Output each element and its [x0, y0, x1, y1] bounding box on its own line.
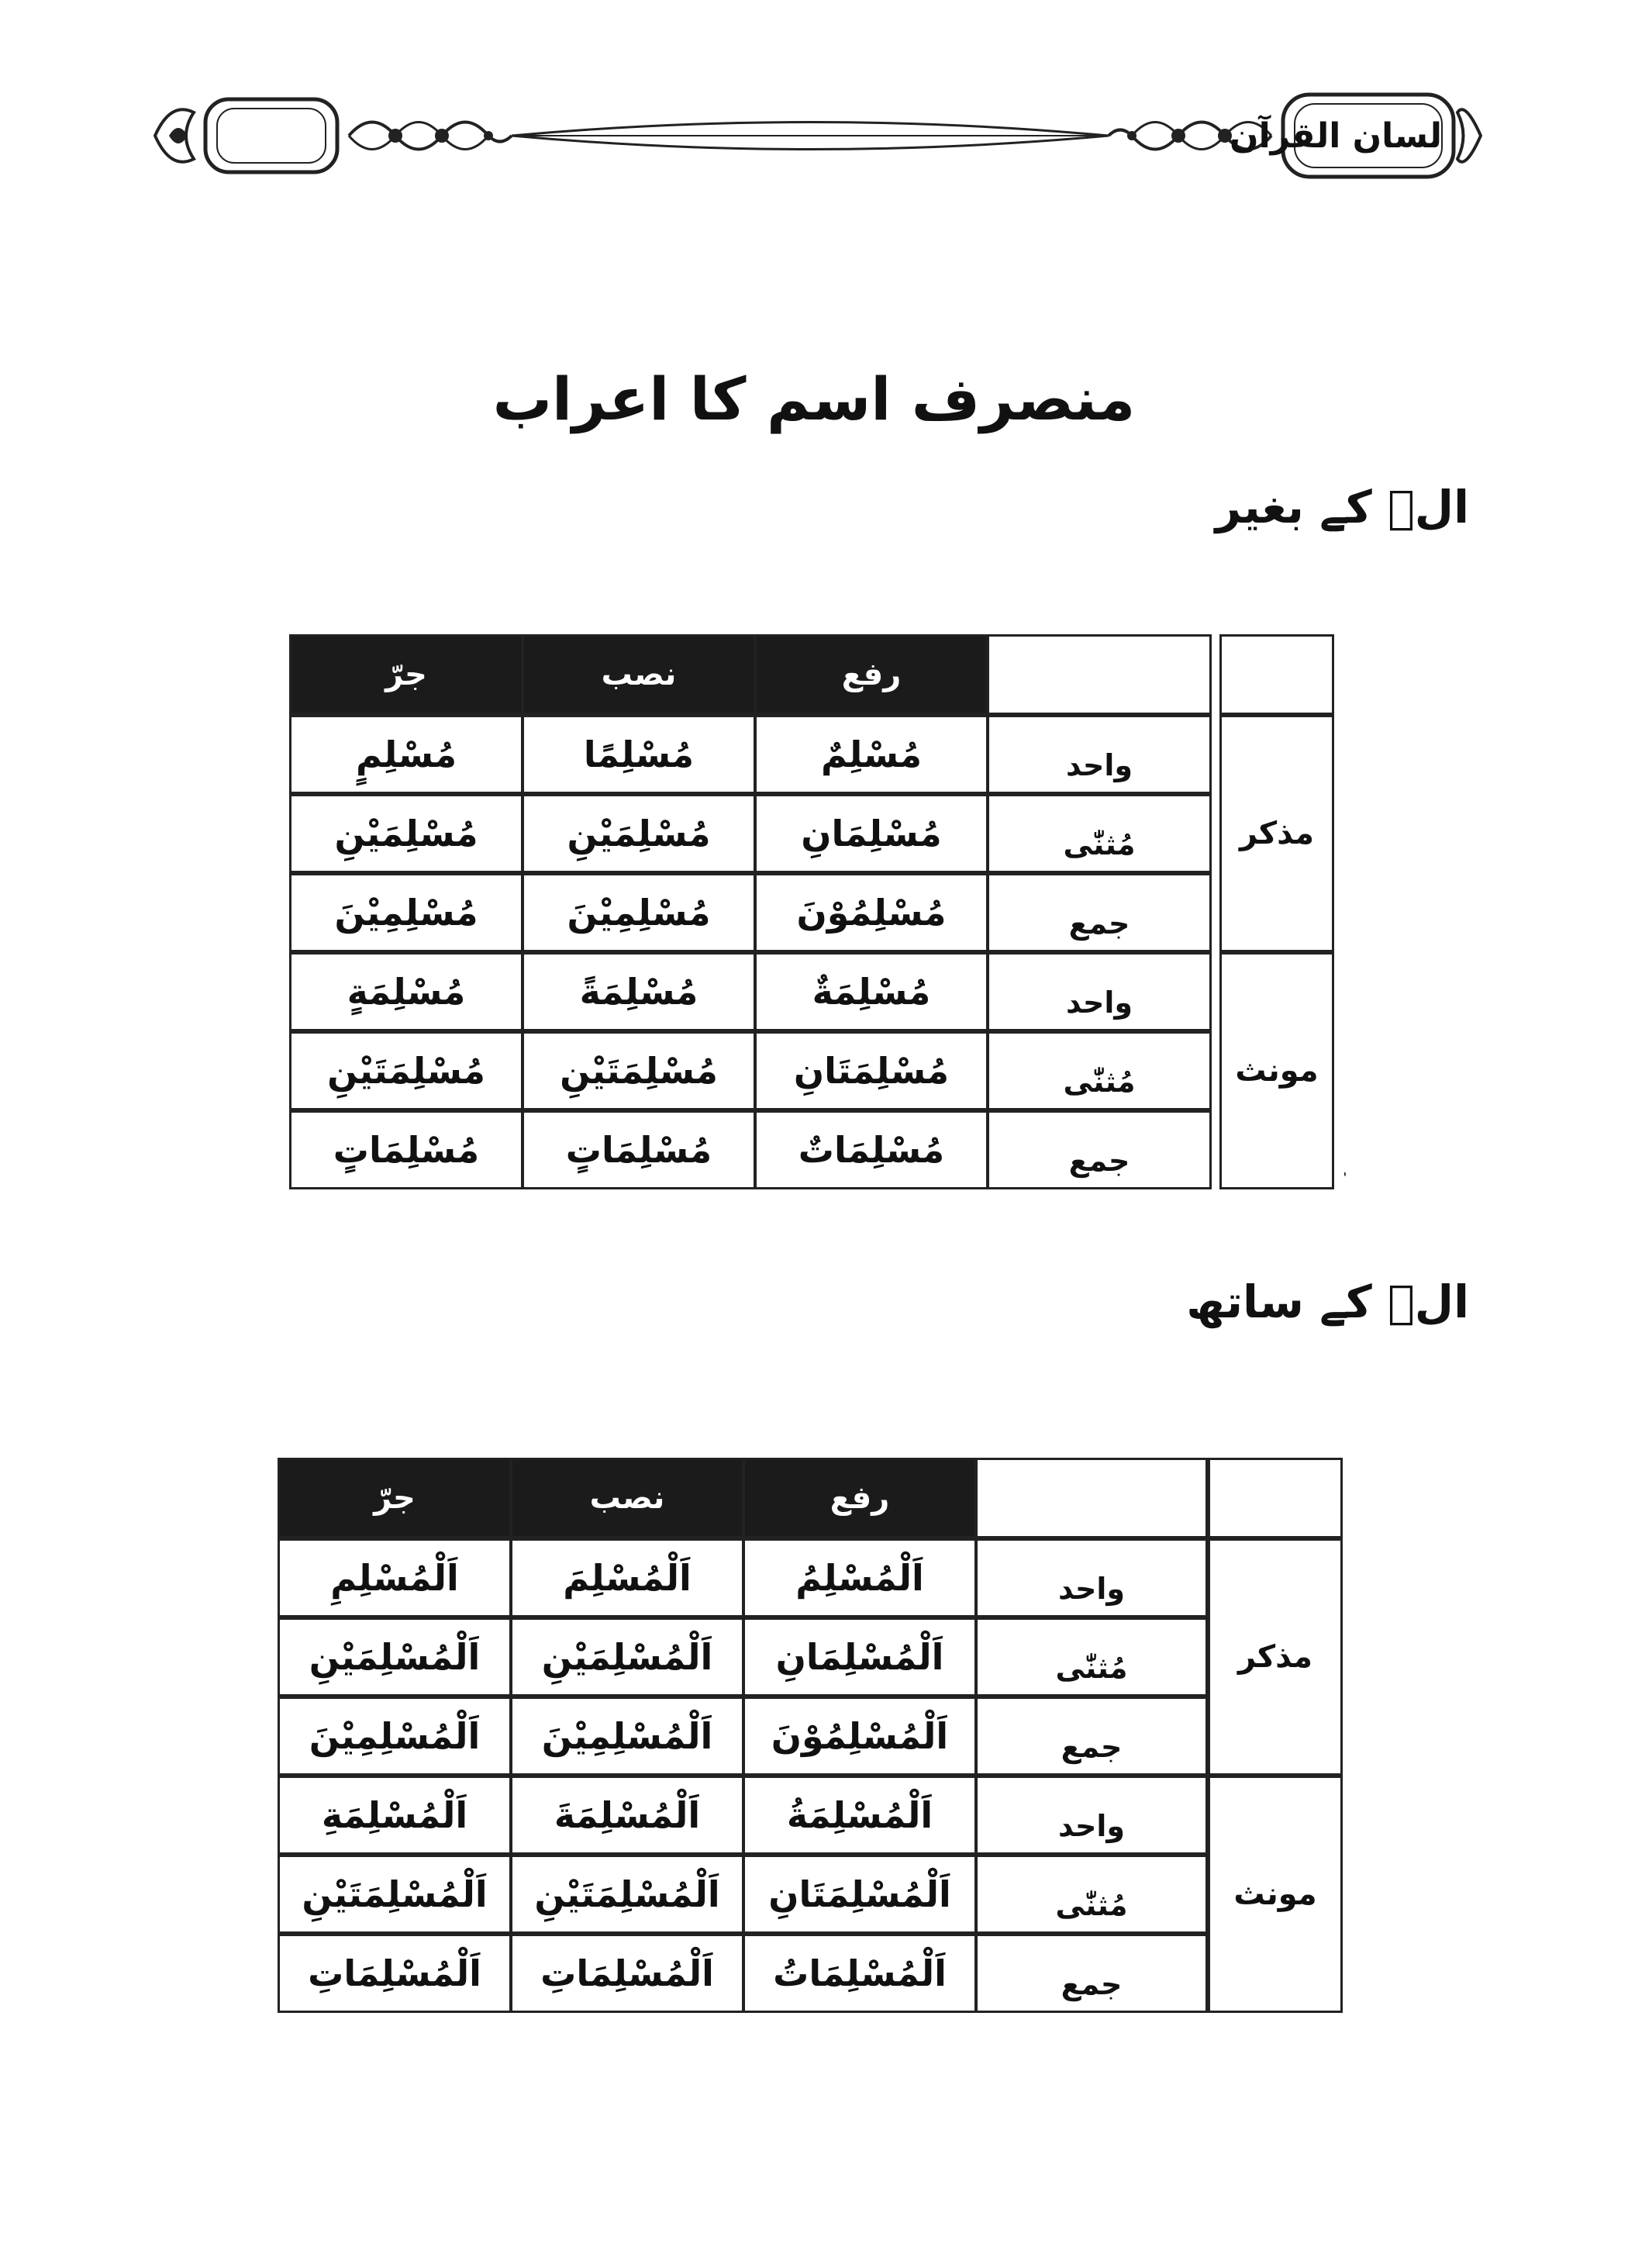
column-header: رفع	[754, 634, 988, 715]
number-label: جمع	[987, 873, 1212, 952]
declension-cell-jarr: اَلْمُسْلِمَةِ	[278, 1776, 512, 1855]
declension-cell-raf: مُسْلِمَتَانِ	[754, 1031, 988, 1110]
declension-cell-raf: مُسْلِمٌ	[754, 715, 988, 794]
declension-cell-jarr: مُسْلِمَتَیْنِ	[289, 1031, 523, 1110]
declension-cell-raf: اَلْمُسْلِمُوْنَ	[743, 1697, 977, 1776]
number-label: جمع	[987, 1110, 1212, 1189]
gender-label-masculine: مذکر	[1208, 1538, 1343, 1776]
declension-cell-raf: اَلْمُسْلِمَانِ	[743, 1617, 977, 1697]
declension-cell-raf: اَلْمُسْلِمُ	[743, 1538, 977, 1617]
declension-cell-nasb: مُسْلِمَاتٍ	[522, 1110, 756, 1189]
page-header-ornament	[147, 78, 1488, 194]
declension-cell-nasb: اَلْمُسْلِمَیْنِ	[510, 1617, 744, 1697]
column-header: جرّ	[289, 634, 523, 715]
column-header: رفع	[743, 1458, 977, 1538]
declension-cell-raf: مُسْلِمُوْنَ	[754, 873, 988, 952]
declension-cell-jarr: اَلْمُسْلِمَتَیْنِ	[278, 1855, 512, 1934]
declension-cell-raf: اَلْمُسْلِمَتَانِ	[743, 1855, 977, 1934]
declension-cell-jarr: مُسْلِمَاتٍ	[289, 1110, 523, 1189]
declension-cell-raf: اَلْمُسْلِمَاتُ	[743, 1934, 977, 2013]
declension-cell-raf: مُسْلِمَةٌ	[754, 952, 988, 1031]
column-header: نصب	[510, 1458, 744, 1538]
declension-cell-nasb: اَلْمُسْلِمَةَ	[510, 1776, 744, 1855]
header-blank-cell	[1208, 1458, 1343, 1538]
column-header: جرّ	[278, 1458, 512, 1538]
declension-cell-raf: مُسْلِمَاتٌ	[754, 1110, 988, 1189]
declension-cell-jarr: مُسْلِمِیْنَ	[289, 873, 523, 952]
gender-label-masculine: مذکر	[1219, 715, 1334, 952]
declension-cell-jarr: مُسْلِمَیْنِ	[289, 794, 523, 873]
section-heading-without-al: الؔ کے بغیر	[1215, 481, 1469, 533]
number-label: واحد	[975, 1776, 1208, 1855]
gender-label-feminine: مونث	[1208, 1776, 1343, 2013]
declension-cell-nasb: اَلْمُسْلِمَ	[510, 1538, 744, 1617]
declension-cell-jarr: اَلْمُسْلِمِ	[278, 1538, 512, 1617]
declension-cell-jarr: اَلْمُسْلِمَاتِ	[278, 1934, 512, 2013]
declension-cell-jarr: مُسْلِمَةٍ	[289, 952, 523, 1031]
declension-cell-jarr: اَلْمُسْلِمَیْنِ	[278, 1617, 512, 1697]
declension-cell-raf: اَلْمُسْلِمَةُ	[743, 1776, 977, 1855]
declension-cell-nasb: اَلْمُسْلِمِیْنَ	[510, 1697, 744, 1776]
header-blank-cell	[987, 634, 1212, 715]
declension-cell-jarr: اَلْمُسْلِمِیْنَ	[278, 1697, 512, 1776]
declension-cell-nasb: مُسْلِمَتَیْنِ	[522, 1031, 756, 1110]
number-label: مُثنّٰی	[975, 1855, 1208, 1934]
declension-cell-nasb: مُسْلِمَةً	[522, 952, 756, 1031]
number-label: مُثنّٰی	[987, 794, 1212, 873]
gender-label-feminine: مونث	[1219, 952, 1334, 1189]
number-label: جمع	[975, 1697, 1208, 1776]
declension-cell-nasb: اَلْمُسْلِمَتَیْنِ	[510, 1855, 744, 1934]
number-label: مُثنّٰی	[987, 1031, 1212, 1110]
declension-cell-nasb: مُسْلِمًا	[522, 715, 756, 794]
header-blank-cell	[975, 1458, 1208, 1538]
number-label: واحد	[987, 715, 1212, 794]
number-label: واحد	[975, 1538, 1208, 1617]
declension-cell-nasb: مُسْلِمَیْنِ	[522, 794, 756, 873]
declension-cell-nasb: مُسْلِمِیْنَ	[522, 873, 756, 952]
number-label: مُثنّٰی	[975, 1617, 1208, 1697]
column-header: نصب	[522, 634, 756, 715]
declension-cell-jarr: مُسْلِمٍ	[289, 715, 523, 794]
number-label: جمع	[975, 1934, 1208, 2013]
brand-label: لسان القرآن	[1230, 116, 1442, 156]
declension-cell-nasb: اَلْمُسْلِمَاتِ	[510, 1934, 744, 2013]
number-label: واحد	[987, 952, 1212, 1031]
section-heading-with-al: الؔ کے ساتھ	[1186, 1276, 1469, 1328]
header-blank-cell	[1219, 634, 1334, 715]
page-title: منصرف اسم کا اعراب	[492, 364, 1136, 433]
declension-cell-raf: مُسْلِمَانِ	[754, 794, 988, 873]
